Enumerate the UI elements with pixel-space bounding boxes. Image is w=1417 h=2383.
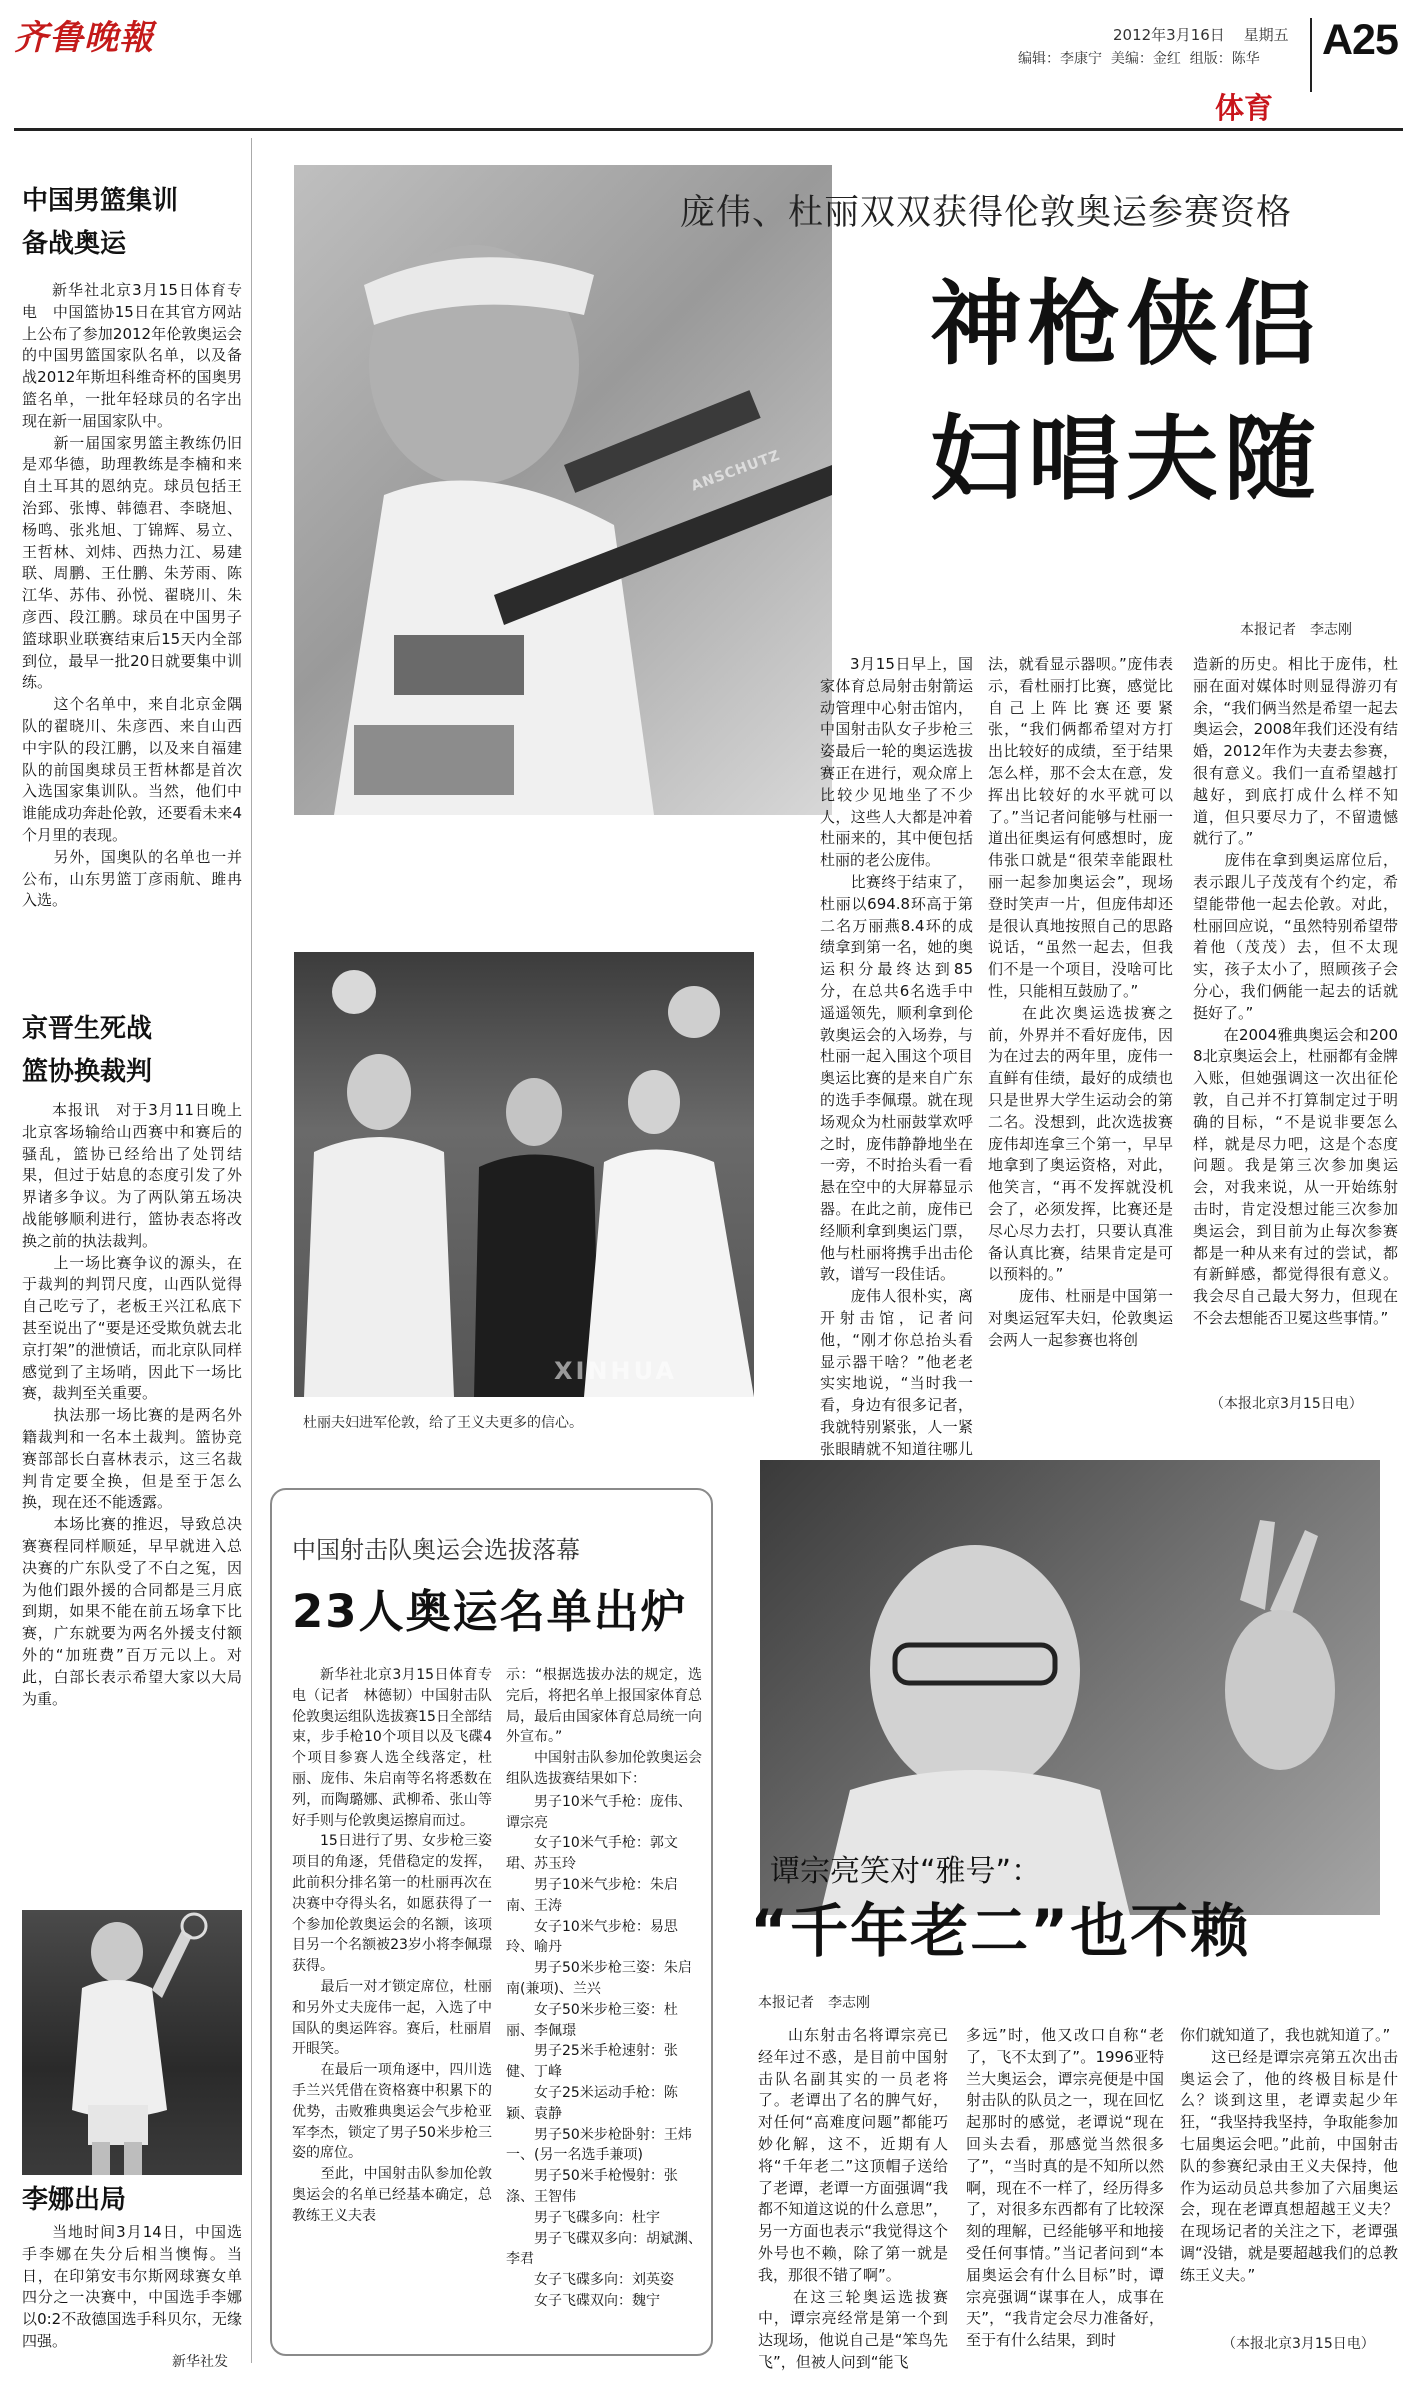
roster-item: 男子50米手枪慢射：张涤、王智伟: [506, 2168, 678, 2205]
issue-date-line: [1113, 24, 1289, 45]
photo-watermark: XINHUA: [554, 1357, 677, 1385]
boxed-column-1: 新华社北京3月15日体育专电（记者 林德韧）中国射击队伦敦奥运组队选拔赛15日全部结束，步手枪10个项目以及飞碟4个项目参赛人选全线落定，杜丽、庞伟、朱启南等名将悉数在列，而陶璐娜、武柳希、张山等好手则与伦敦奥运擦肩而过。 15日进行了男、女步枪三姿项目的角逐，凭借稳定的发挥，此前积分排名第一的杜丽再次在决赛中夺得头名，如愿获得了一个参加伦敦奥运会的名额，该项目另一个名额被23岁小将李佩璟获得。 最后一对才锁定席位，杜丽和另外丈夫庞伟一起，入选了中国队的奥运阵容。赛后，杜丽眉开眼笑。 在最后一项角逐中，四川选手兰兴凭借在资格赛中积累下的优势，击败雅典奥运会气步枪亚军李杰，锁定了男子50米步枪三姿的席位。 至此，中国射击队参加伦敦奥运会的名单已经基本确定，总教练王义夫表: [292, 1667, 492, 2224]
issue-date: 2012年3月16日: [1113, 26, 1225, 44]
lead-kicker: 庞伟、杜丽双双获得伦敦奥运参赛资格: [680, 193, 1293, 233]
lead-column-1: 3月15日早上，国家体育总局射击射箭运动管理中心射击馆内，中国射击队女子步枪三姿最后一轮的奥运选拔赛正在进行，观众席上比较少见地坐了不少人，这些人大都是冲着杜丽来的，其中便包括杜丽的老公庞伟。 比赛终于结束了，杜丽以694.8环高于第二名万丽燕8.4环的成绩拿到第一名，她的奥运积分最终达到85分，在总共6名选手中遥遥领先，顺利拿到伦敦奥运会的入场券，与杜丽一起入围这个项目奥运比赛的是来自广东的选手李佩璟。就在现场观众为杜丽鼓掌欢呼之时，庞伟静静地坐在一旁，不时抬头看一看悬在空中的大屏幕显示器。在此之前，庞伟已经顺利拿到奥运门票，他与杜丽将携手出击伦敦，谱写一段佳话。 庞伟人很朴实，离开射击馆，记者问他，“刚才你总抬头看显示器干啥？”他老老实实地说，“当时我一看，身边有很多记者，我就特别紧张，人一紧张眼睛就不知道往哪儿: [820, 655, 973, 1458]
boxed-column-2-intro: 示：“根据选拔办法的规定，选完后，将把名单上报国家体育总局，最后由国家体育总局统一向外宣布。” 中国射击队参加伦敦奥运会组队选拔赛结果如下：: [506, 1667, 702, 1787]
tan-byline: 本报记者 李志刚: [758, 1995, 870, 2011]
tan-column-3: 你们就知道了，我也就知道了。” 这已经是谭宗亮第五次出击奥运会了，他的终极目标是什么？谈到这里，老谭卖起少年狂，“我坚持我坚持，争取能参加七届奥运会吧。”此前，中国射击队的参赛纪录由王义夫保持，他作为运动员总共参加了六届奥运会，现在老谭真想超越王义夫？在现场记者的关注之下，老谭强调“没错，就是要超越我们的总教练王义夫。”: [1180, 2026, 1398, 2284]
lead-headline-line2: 妇唱夫随: [930, 406, 1323, 513]
roster-item: 男子25米手枪速射：张健、丁峰: [506, 2043, 678, 2081]
photo-li-na: [22, 1910, 242, 2175]
tennis-player-figure: [22, 1910, 242, 2175]
lead-column-3: 造新的历史。相比于庞伟，杜丽在面对媒体时则显得游刃有余，“我们俩当然是希望一起去奥运会，2008年我们还没有结婚，2012年作为夫妻去参赛，很有意义。我们一直希望越打越好，到底打成什么样不知道，但只要尽力了，不留遗憾就行了。” 庞伟在拿到奥运席位后，表示跟儿子茂茂有个约定，希望能带他一起去伦敦。对此，杜丽回应说，“虽然特别希望带着他（茂茂）去，但不太现实，孩子太小了，照顾孩子会分心，我们俩能一起去的话就挺好了。” 在2004雅典奥运会和2008北京奥运会上，杜丽都有金牌入账，但她强调这一次出征伦敦，自己并不打算制定过于明确的目标，“不是说非要怎么样，就是尽力吧，这是个态度问题。我是第三次参加奥运会，对我来说，从一开始练射击时，肯定没想过能三次参加奥运会，到目前为止每次参赛都是一种从来有过的尝试，都有新鲜感，都觉得很有意义。我会尽自己最大努力，但现在不会去想能否卫冕这些事情。”: [1193, 655, 1398, 1327]
story2-title-line2: 篮协换裁判: [22, 1057, 153, 1087]
story3-credit: 新华社发: [172, 2354, 228, 2370]
roster-item: 男子50米步枪三姿：朱启南(兼项)、兰兴: [506, 1960, 692, 1997]
shooter-illustration: [294, 165, 832, 815]
lead-column-2: 法，就看显示器呗。”庞伟表示，看杜丽打比赛，感觉比自己上阵比赛还要紧张，“我们俩都希望对方打出比较好的成绩，至于结果怎么样，那不会太在意，发挥出比较好的水平就可以了。”当记者问能够与杜丽一道出征奥运有何感想时，庞伟张口就是“很荣幸能跟杜丽一起参加奥运会”，现场登时笑声一片，但庞伟却还是很认真地按照自己的思路说话，“虽然一起去，但我们不是一个项目，没啥可比性，只能相互鼓励了。” 在此次奥运选拔赛之前，外界并不看好庞伟，因为在过去的两年里，庞伟一直鲜有佳绩，最好的成绩也只是世界大学生运动会的第二名。没想到，此次选拔赛庞伟却连拿三个第一，早早地拿到了奥运资格，对此，他笑言，“再不发挥就没机会了，必须发挥，比赛还是尽心尽力去打，只要认真准备认真比赛，结果肯定是可以预料的。” 庞伟、杜丽是中国第一对奥运冠军夫妇，伦敦奥运会两人一起参赛也将创: [988, 655, 1173, 1349]
lead-dateline: （本报北京3月15日电）: [1210, 1396, 1363, 1412]
tan-column-1: 山东射击名将谭宗亮已经年过不惑，是目前中国射击队名副其实的一员老将了。老谭出了名的脾气好，对任何“高难度问题”都能巧妙化解，这不，近期有人将“千年老二”这顶帽子送给了老谭，老谭一方面强调“我都不知道这说的什么意思”，另一方面也表示“我觉得这个外号也不赖，除了第一就是我，那很不错了啊”。 在这三轮奥运选拔赛中，谭宗亮经常是第一个到达现场，他说自己是“笨鸟先飞”，但被人问到“能飞: [758, 2026, 948, 2371]
header-vertical-rule: [1310, 18, 1312, 92]
photo-wedding: [294, 952, 754, 1397]
tan-headline: “千年老二”也不赖: [750, 1897, 1251, 1965]
lead-headline-line1: 神枪侠侣: [930, 271, 1323, 378]
roster-item: 男子飞碟双多向：胡斌渊、李君: [506, 2230, 702, 2268]
roster-item: 男子10米气手枪：庞伟、谭宗亮: [506, 1793, 692, 1831]
section-label: 体育: [1215, 91, 1274, 125]
roster-item: 女子50米步枪三姿：杜丽、李佩璟: [506, 2001, 678, 2039]
story1-title-line1: 中国男篮集训: [22, 186, 179, 216]
story2-body: 本报讯 对于3月11日晚上北京客场输给山西赛中和赛后的骚乱，篮协已经给出了处罚结果，但过于姑息的态度引发了外界诸多争议。为了两队第五场决战能够顺利进行，篮协表态将改换之前的执法裁判。 上一场比赛争议的源头，在于裁判的判罚尺度，山西队觉得自己吃亏了，老板王兴江私底下甚至说出了“要是还受欺负就去北京打架”的泄愤话，而北京队同样感觉到了主场哨，因此下一场比赛，裁判至关重要。 执法那一场比赛的是两名外籍裁判和一名本土裁判。篮协竞赛部部长白喜林表示，这三名裁判肯定要全换，但是至于怎么换，现在还不能透露。 本场比赛的推迟，导致总决赛赛程同样顺延，早早就进入总决赛的广东队受了不白之冤，因为他们跟外援的合同都是三月底到期，如果不能在前五场拿下比赛，广东就要为两名外援支付额外的“加班费”百万元以上。对此，白部长表示希望大家以大局为重。: [22, 1101, 242, 1708]
lead-byline: 本报记者 李志刚: [1240, 622, 1352, 638]
wedding-illustration: [294, 952, 754, 1397]
masthead-rule: [14, 128, 1403, 131]
tan-kicker: 谭宗亮笑对“雅号”：: [770, 1854, 1042, 1889]
photo-du-li-shooting: [294, 165, 832, 815]
sidebar-rule: [251, 138, 252, 2363]
rifle-brand-mark: ANSCHUTZ: [689, 447, 783, 495]
story1-title: [22, 180, 242, 266]
roster-item: 男子10米气步枪：朱启南、王涛: [506, 1876, 678, 1914]
roster-item: 女子25米运动手枪：陈颖、袁静: [506, 2084, 678, 2122]
roster-item: 女子飞碟多向：刘英姿: [534, 2272, 674, 2289]
page-number: A25: [1322, 16, 1398, 64]
tan-dateline: （本报北京3月15日电）: [1222, 2336, 1375, 2352]
boxed-headline: 23人奥运名单出炉: [292, 1585, 688, 1638]
roster-item: 女子10米气步枪：易思玲、喻丹: [506, 1918, 678, 1956]
story1-body: 新华社北京3月15日体育专电 中国篮协15日在其官方网站上公布了参加2012年伦敦奥运会的中国男篮国家队名单，以及备战2012年斯坦科维奇杯的国奥男篮名单，一批年轻球员的名字出现在新一届国家队中。 新一届国家男篮主教练仍旧是邓华德，助理教练是李楠和来自土耳其的恩纳克。球员包括王治郅、张博、韩德君、李晓旭、杨鸣、张兆旭、丁锦辉、易立、王哲林、刘炜、西热力江、易建联、周鹏、王仕鹏、朱芳雨、陈江华、苏伟、孙悦、翟晓川、朱彦西、段江鹏。球员在中国男子篮球职业联赛结束后15天内全部到位，最早一批20日就要集中训练。 这个名单中，来自北京金隅队的翟晓川、朱彦西、来自山西中宇队的段江鹏，以及来自福建队的前国奥球员王哲林都是首次入选国家集训队。当然，他们中谁能成功奔赴伦敦，还要看未来4个月里的表现。 另外，国奥队的名单也一并公布，山东男篮丁彦雨航、雎冉入选。: [22, 281, 242, 910]
roster-item: 男子50米步枪卧射：王炜一、(另一名选手兼项): [506, 2126, 692, 2164]
tan-column-2: 多远”时，他又改口自称“老了，飞不太到了”。1996亚特兰大奥运会，谭宗亮便是中国射击队的队员之一，现在回忆起那时的感觉，老谭说“现在回头去看，那感觉当然很多了”，“当时真的是不知所以然啊，现在不一样了，经历得多了，对很多东西都有了比较深刻的理解，已经能够平和地接受任何事情。”当记者问到“本届奥运会有什么目标”时，谭宗亮强调“谋事在人，成事在天”，“我肯定会尽力准备好，至于有什么结果，到时: [966, 2026, 1164, 2350]
editor-credits: 编辑：李康宁 美编：金红 组版：陈华: [1018, 51, 1260, 67]
boxed-column-2: [506, 1665, 702, 2335]
roster-item: 女子飞碟双向：魏宁: [534, 2292, 660, 2309]
boxed-roster: [506, 1792, 702, 2312]
story2-title: [22, 1008, 242, 1094]
roster-item: 男子飞碟多向：杜宇: [534, 2209, 660, 2226]
story3-body: 当地时间3月14日，中国选手李娜在失分后相当懊悔。当日，在印第安韦尔斯网球赛女单四分之一决赛中，中国选手李娜以0:2不敌德国选手科贝尔，无缘四强。: [22, 2223, 242, 2350]
story3-title: 李娜出局: [22, 2185, 127, 2215]
roster-item: 女子10米气手枪：郭文珺、苏玉玲: [506, 1835, 678, 1873]
newspaper-name: 齐鲁晚報: [14, 18, 154, 58]
story2-title-line1: 京晋生死战: [22, 1014, 153, 1044]
issue-weekday: 星期五: [1243, 26, 1289, 44]
wedding-photo-caption: 杜丽夫妇进军伦敦，给了王义夫更多的信心。: [303, 1415, 583, 1431]
story1-title-line2: 备战奥运: [22, 229, 127, 259]
boxed-kicker: 中国射击队奥运会选拔落幕: [292, 1536, 580, 1564]
